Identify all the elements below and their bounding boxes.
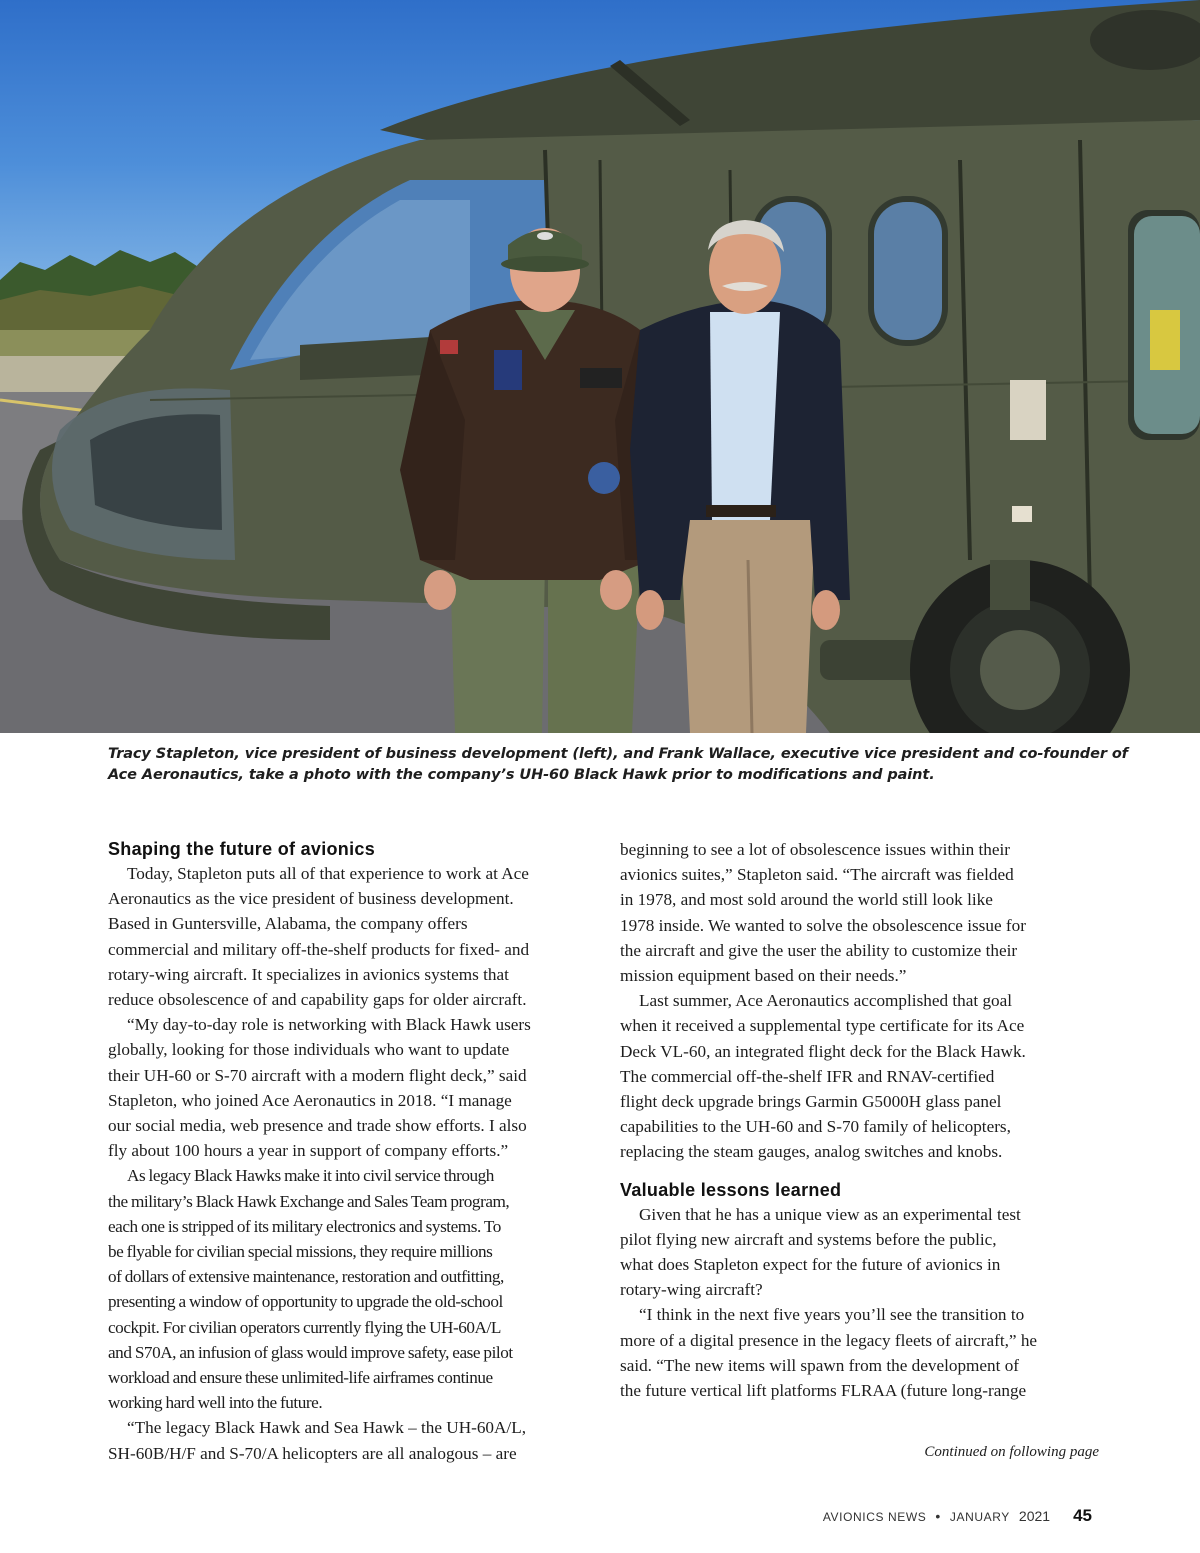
text-line: said. “The new items will spawn from the development of	[620, 1355, 1020, 1375]
text-line: their UH-60 or S-70 aircraft with a modern flight deck,” said	[108, 1065, 527, 1085]
text-line: rotary-wing aircraft?	[620, 1280, 763, 1300]
helicopter-photo	[0, 0, 1200, 733]
text-line: pilot flying new aircraft and systems before the public,	[620, 1229, 997, 1249]
text-line: mission equipment based on their needs.”	[620, 966, 907, 986]
text-line: SH-60B/H/F and S-70/A helicopters are all analogous – are	[108, 1443, 517, 1463]
text-line: cockpit. For civilian operators currently flying the UH-60A/L	[108, 1317, 501, 1337]
text-line: commercial and military off-the-shelf products for fixed- and	[108, 939, 530, 959]
text-line: replacing the steam gauges, analog switches and knobs.	[620, 1142, 1003, 1162]
text-line: and S70A, an infusion of glass would improve safety, ease pilot	[108, 1342, 513, 1362]
paragraph	[108, 1415, 590, 1465]
text-line: capabilities to the UH-60 and S-70 family of helicopters,	[620, 1117, 1011, 1137]
helicopter-photo-icon	[0, 0, 1200, 733]
text-line: As legacy Black Hawks make it into civil service through	[127, 1166, 494, 1186]
text-line: the military’s Black Hawk Exchange and Sales Team program,	[108, 1191, 510, 1211]
text-line: avionics suites,” Stapleton said. “The aircraft was fielded	[620, 865, 1014, 885]
text-line: rotary-wing aircraft. It specializes in avionics systems that	[108, 964, 509, 984]
text-line: the future vertical lift platforms FLRAA (future long-range	[620, 1381, 1027, 1401]
text-line: Last summer, Ace Aeronautics accomplished that goal	[639, 991, 1013, 1011]
paragraph	[620, 837, 1102, 988]
paragraph	[620, 1202, 1102, 1303]
text-line: when it received a supplemental type certificate for its Ace	[620, 1016, 1025, 1036]
issue-month: JANUARY	[949, 1510, 1010, 1524]
text-line: working hard well into the future.	[108, 1393, 323, 1413]
text-line: “I think in the next five years you’ll see the transition to	[639, 1305, 1025, 1325]
photo-caption	[108, 744, 1128, 786]
continued-note: Continued on following page	[924, 1444, 1099, 1460]
spacer	[620, 1165, 1102, 1178]
text-line: Deck VL-60, an integrated flight deck for the Black Hawk.	[620, 1041, 1026, 1061]
text-line: Given that he has a unique view as an experimental test	[639, 1204, 1021, 1224]
right-column	[620, 837, 1102, 1403]
text-line: beginning to see a lot of obsolescence issues within their	[620, 840, 1010, 859]
text-line: fly about 100 hours a year in support of company efforts.”	[108, 1141, 509, 1161]
text-line: be flyable for civilian special missions, they require millions	[108, 1242, 493, 1262]
text-line: 1978 inside. We wanted to solve the obsolescence issue for	[620, 915, 1026, 935]
footer-bullet: •	[935, 1508, 941, 1524]
page-footer	[823, 1506, 1092, 1526]
paragraph	[108, 861, 590, 1012]
paragraph	[108, 1163, 590, 1415]
page-number: 45	[1073, 1506, 1092, 1525]
text-line: Today, Stapleton puts all of that experience to work at Ace	[127, 864, 529, 883]
text-line: of dollars of extensive maintenance, restoration and outfitting,	[108, 1267, 504, 1287]
text-line: the aircraft and give the user the ability to customize their	[620, 940, 1018, 960]
text-line: “The legacy Black Hawk and Sea Hawk – the UH-60A/L,	[127, 1418, 526, 1438]
paragraph	[620, 1302, 1102, 1403]
left-column	[108, 837, 590, 1466]
text-line: globally, looking for those individuals who want to update	[108, 1040, 510, 1060]
publication-name: AVIONICS NEWS	[822, 1510, 927, 1524]
text-line: workload and ensure these unlimited-life airframes continue	[108, 1368, 493, 1388]
text-line: flight deck upgrade brings Garmin G5000H glass panel	[620, 1092, 1002, 1112]
text-line: our social media, web presence and trade show efforts. I also	[108, 1116, 527, 1136]
caption-line: Tracy Stapleton, vice president of business development (left), and Frank Wallace, executive vice president and co-founder of	[108, 746, 1128, 762]
text-line: reduce obsolescence of and capability gaps for older aircraft.	[108, 990, 527, 1010]
paragraph	[620, 988, 1102, 1164]
text-line: more of a digital presence in the legacy fleets of aircraft,” he	[620, 1330, 1038, 1350]
text-line: Stapleton, who joined Ace Aeronautics in 2018. “I manage	[108, 1090, 512, 1110]
section-heading: Shaping the future of avionics	[108, 839, 376, 859]
caption-line: Ace Aeronautics, take a photo with the company’s UH-60 Black Hawk prior to modifications and paint.	[108, 767, 935, 783]
issue-year: 2021	[1018, 1508, 1051, 1524]
text-line: “My day-to-day role is networking with Black Hawk users	[127, 1015, 531, 1035]
text-line: The commercial off-the-shelf IFR and RNAV-certified	[620, 1066, 995, 1086]
text-line: in 1978, and most sold around the world still look like	[620, 890, 993, 910]
text-line: what does Stapleton expect for the future of avionics in	[620, 1255, 1001, 1275]
text-line: presenting a window of opportunity to upgrade the old-school	[108, 1292, 503, 1312]
text-line: each one is stripped of its military electronics and systems. To	[108, 1216, 501, 1236]
paragraph	[108, 1012, 590, 1163]
section-heading: Valuable lessons learned	[620, 1179, 842, 1200]
text-line: Aeronautics as the vice president of business development.	[108, 889, 514, 909]
text-line: Based in Guntersville, Alabama, the company offers	[108, 914, 468, 934]
